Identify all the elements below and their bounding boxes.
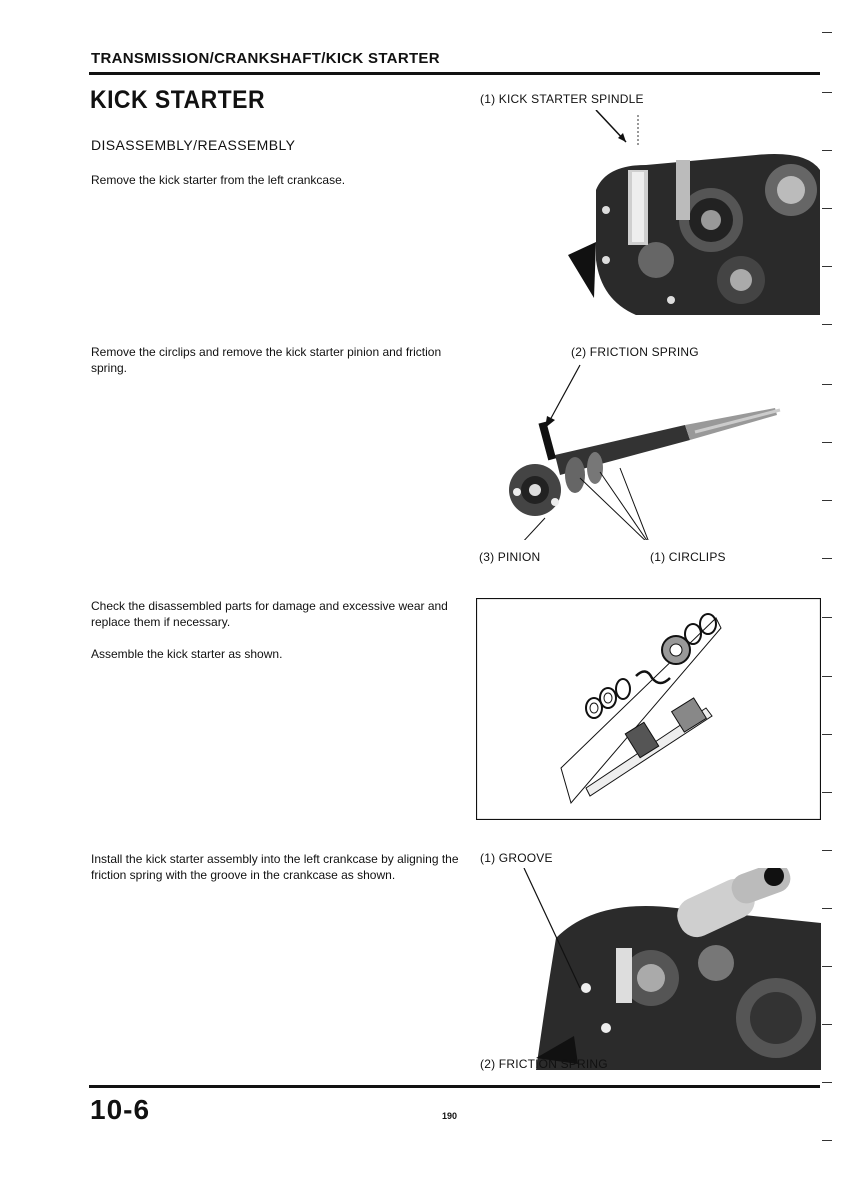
photo-crankcase-installed xyxy=(476,868,821,1070)
margin-tick xyxy=(822,500,832,501)
margin-tick xyxy=(822,966,832,967)
margin-tick xyxy=(822,384,832,385)
step-3-text-2: Assemble the kick starter as shown. xyxy=(91,647,283,661)
margin-tick xyxy=(822,208,832,209)
margin-tick xyxy=(822,558,832,559)
margin-tick xyxy=(822,1024,832,1025)
margin-tick xyxy=(822,734,832,735)
margin-tick xyxy=(822,792,832,793)
margin-tick xyxy=(822,92,832,93)
margin-tick xyxy=(822,266,832,267)
header-rule xyxy=(89,72,820,75)
margin-tick xyxy=(822,442,832,443)
label-groove: (1) GROOVE xyxy=(480,851,553,865)
step-1-text: Remove the kick starter from the left crankcase. xyxy=(91,173,346,187)
photo-crankcase-kick-starter xyxy=(566,110,820,315)
margin-tick xyxy=(822,32,832,33)
footer-rule xyxy=(89,1085,820,1088)
step-3-text: Check the disassembled parts for damage and excessive wear and replace them if necessary. xyxy=(91,599,448,629)
sheet-number: 190 xyxy=(442,1111,458,1121)
page-number: 10-6 xyxy=(90,1094,151,1125)
label-friction-spring-installed: (2) FRICTION SPRING xyxy=(480,1057,608,1071)
margin-tick xyxy=(822,850,832,851)
diagram-kick-starter-assembly xyxy=(476,598,821,820)
margin-tick xyxy=(822,617,832,618)
margin-tick xyxy=(822,676,832,677)
margin-tick xyxy=(822,1082,832,1083)
margin-tick xyxy=(822,908,832,909)
label-kick-starter-spindle: (1) KICK STARTER SPINDLE xyxy=(480,92,644,106)
step-4-text: Install the kick starter assembly into the left crankcase by aligning the friction spring with the groove in the crankcase as shown. xyxy=(91,852,459,882)
section-header: TRANSMISSION/CRANKSHAFT/KICK STARTER xyxy=(91,50,440,67)
margin-tick xyxy=(822,324,832,325)
margin-tick xyxy=(822,150,832,151)
label-circlips: (1) CIRCLIPS xyxy=(650,550,726,564)
label-friction-spring: (2) FRICTION SPRING xyxy=(571,345,699,359)
step-2-text: Remove the circlips and remove the kick starter pinion and friction spring. xyxy=(91,345,442,375)
margin-tick xyxy=(822,1140,832,1141)
page-title: KICK STARTER xyxy=(90,86,266,114)
page-subtitle: DISASSEMBLY/REASSEMBLY xyxy=(91,137,296,153)
label-pinion: (3) PINION xyxy=(479,550,541,564)
photo-kick-starter-spindle xyxy=(495,360,795,540)
